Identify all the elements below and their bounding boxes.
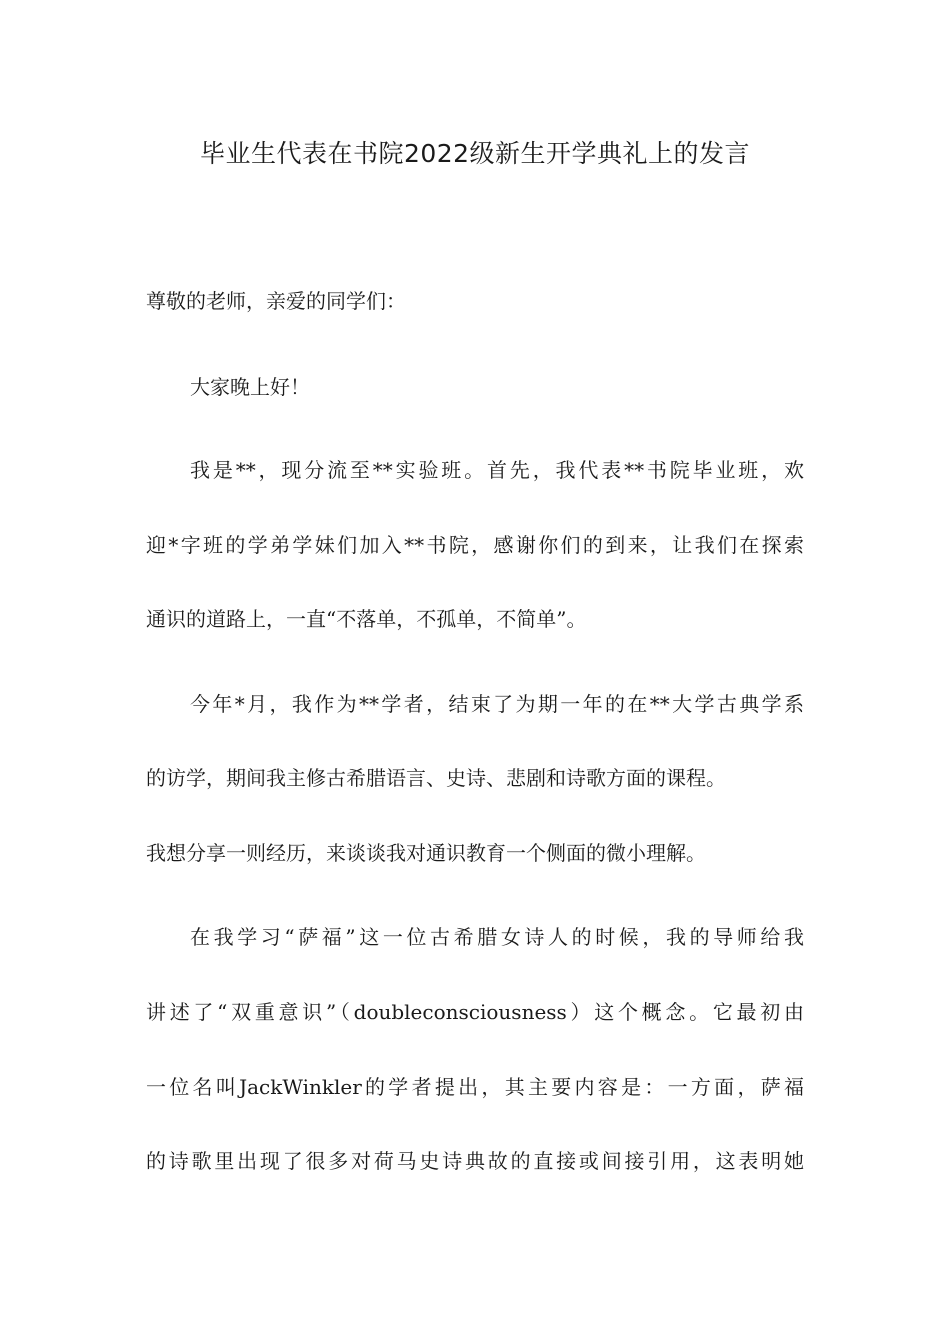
greeting-line: 大家晚上好！	[190, 375, 310, 399]
salutation-line: 尊敬的老师，亲爱的同学们：	[146, 289, 406, 313]
document-title: 毕业生代表在书院2022级新生开学典礼上的发言	[199, 139, 751, 168]
paragraph-line: 通识的道路上，一直“不落单，不孤单，不简单”。	[146, 607, 587, 631]
paragraph-line: 在我学习“萨福”这一位古希腊女诗人的时候，我的导师给我	[190, 925, 804, 949]
paragraph-line: 的诗歌里出现了很多对荷马史诗典故的直接或间接引用，这表明她	[146, 1149, 804, 1173]
paragraph-line: 讲述了“双重意识”（doubleconsciousness）这个概念。它最初由	[146, 1000, 804, 1024]
paragraph-line: 的访学，期间我主修古希腊语言、史诗、悲剧和诗歌方面的课程。	[146, 766, 726, 790]
paragraph-line: 我想分享一则经历，来谈谈我对通识教育一个侧面的微小理解。	[146, 841, 706, 865]
paragraph-line: 一位名叫JackWinkler的学者提出，其主要内容是：一方面，萨福	[146, 1075, 804, 1099]
paragraph-line: 我是**，现分流至**实验班。首先，我代表**书院毕业班，欢	[190, 458, 804, 482]
paragraph-line: 迎*字班的学弟学妹们加入**书院，感谢你们的到来，让我们在探索	[146, 533, 804, 557]
paragraph-line: 今年*月，我作为**学者，结束了为期一年的在**大学古典学系	[190, 692, 804, 716]
